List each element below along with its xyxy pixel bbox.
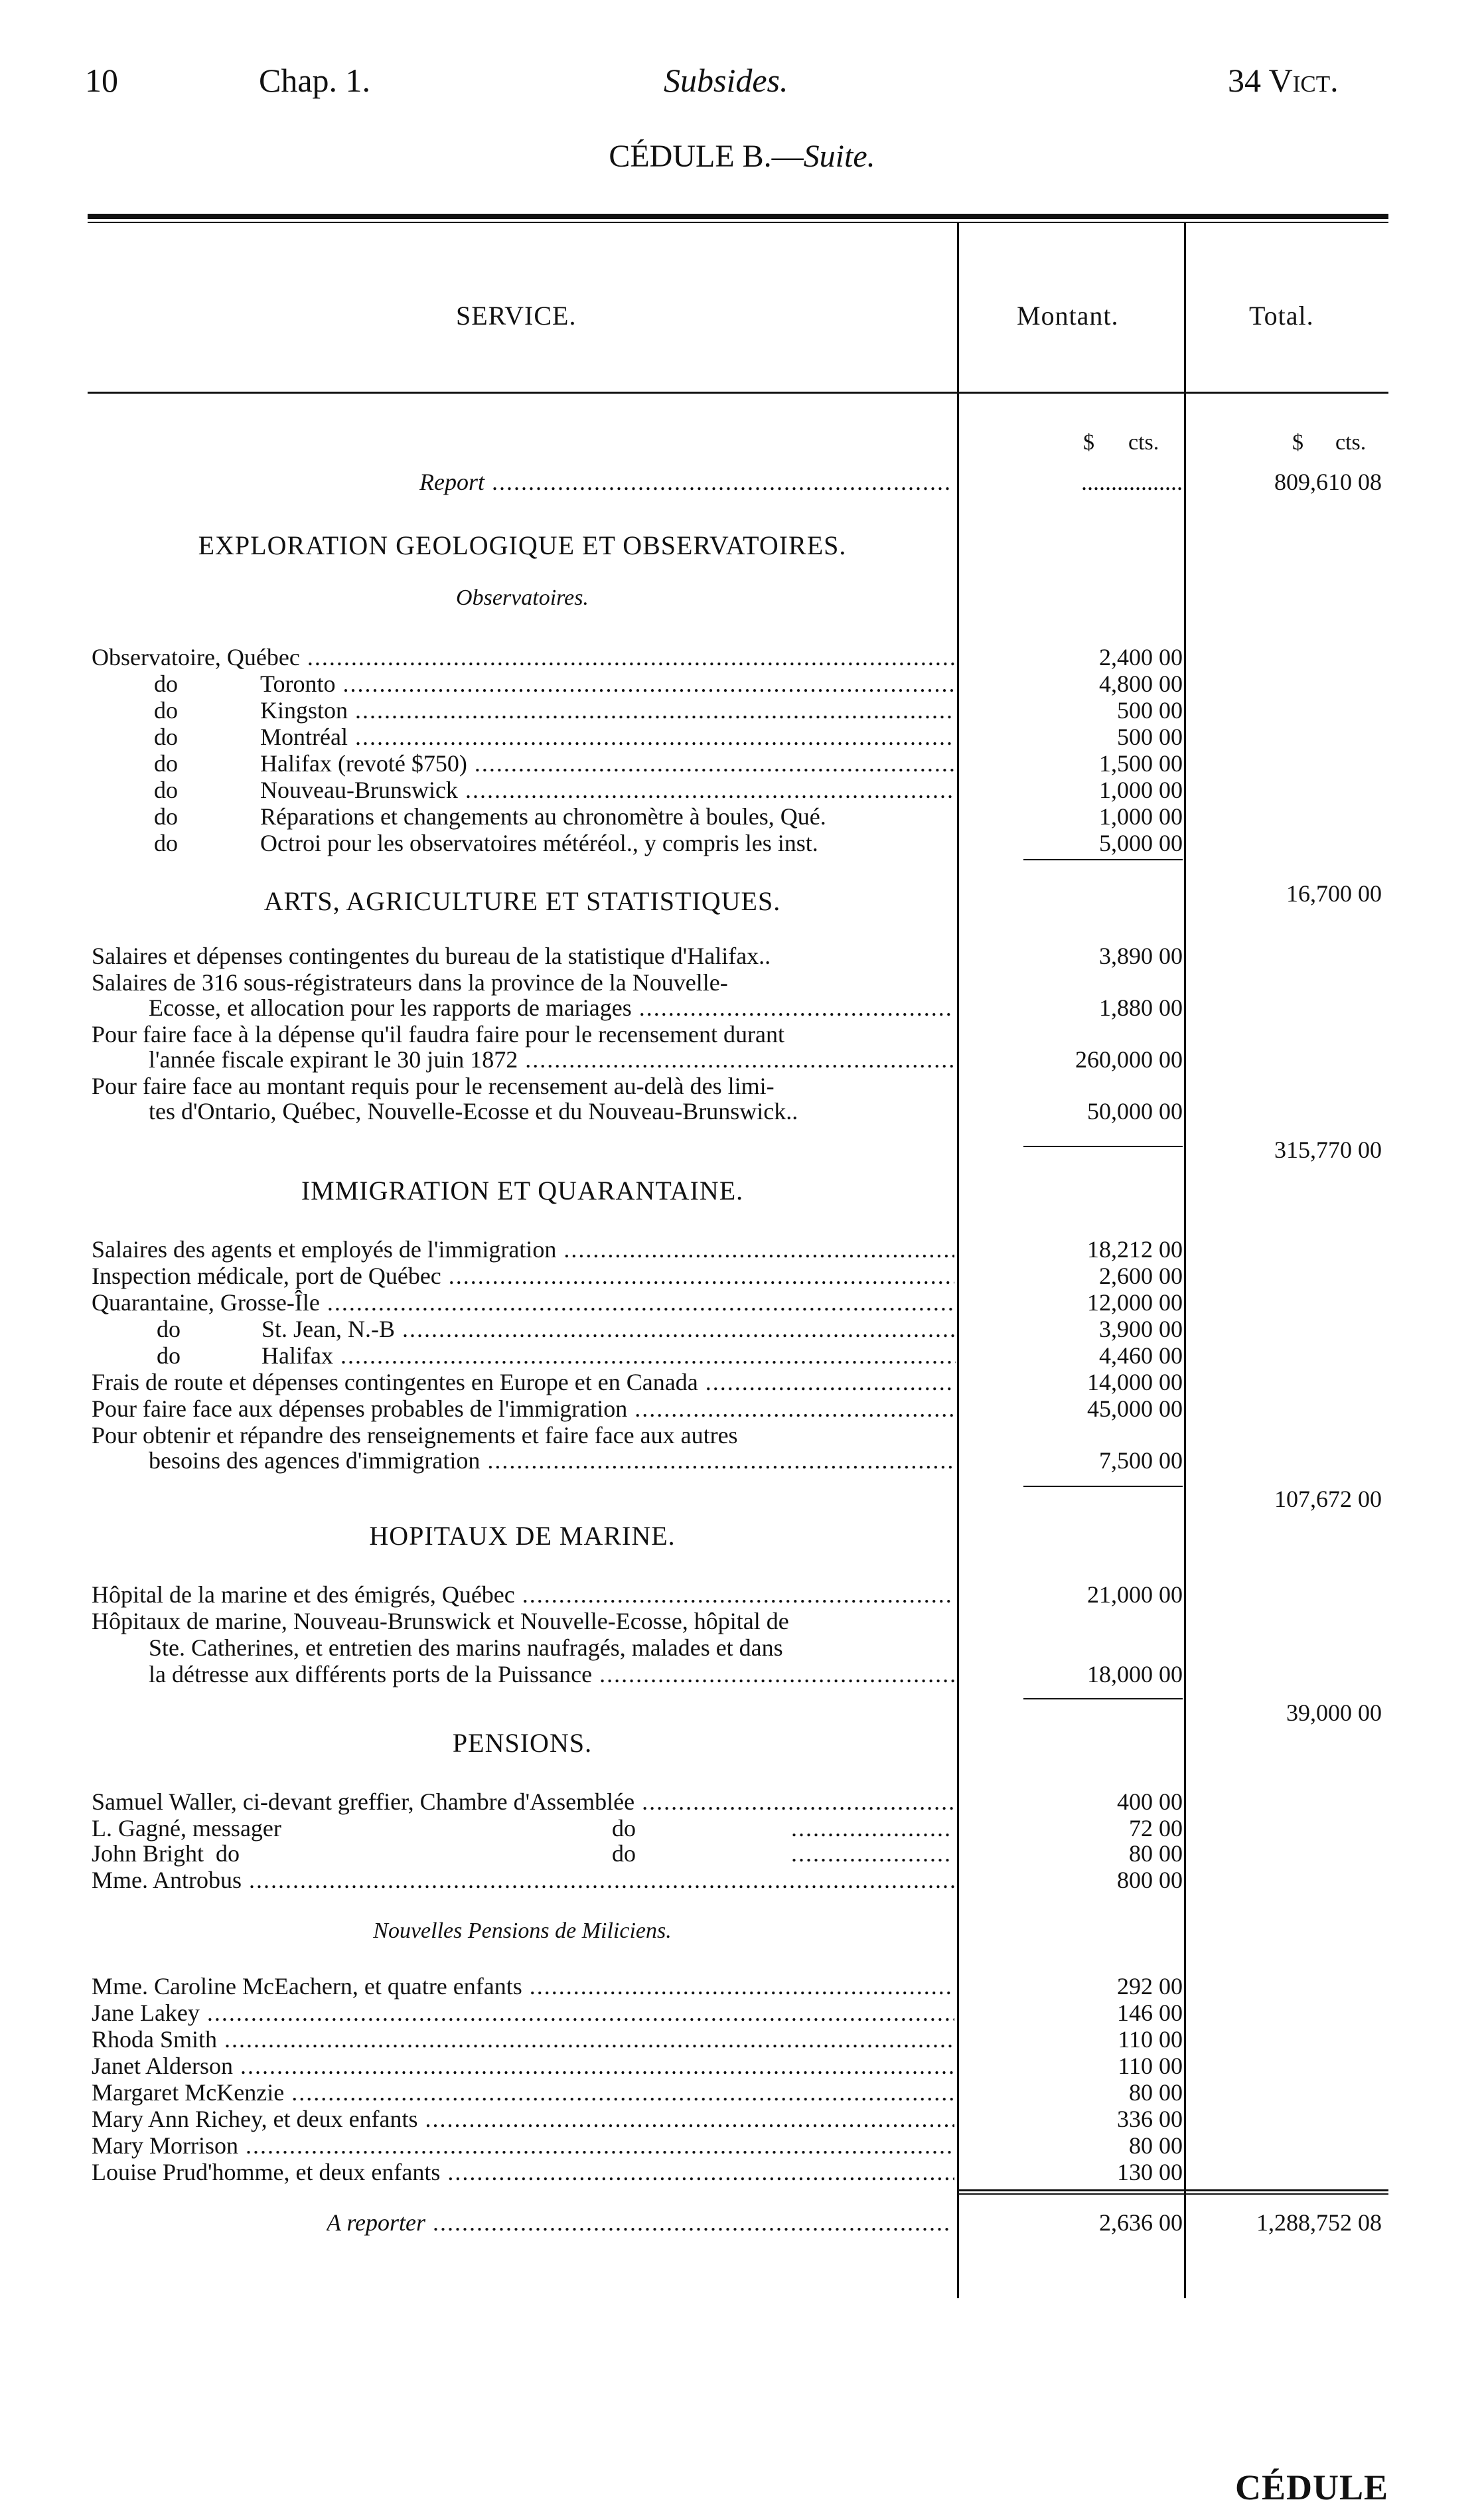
table-row bbox=[88, 1815, 1388, 1842]
schedule-title-main: CÉDULE B.— bbox=[609, 139, 804, 174]
table-row bbox=[88, 2106, 1388, 2132]
row-amount: 260,000 00 bbox=[1075, 1046, 1183, 1073]
section-title-pensions: PENSIONS. bbox=[452, 1728, 593, 1758]
row-label-text: Louise Prud'homme, et deux enfants bbox=[92, 2159, 441, 2185]
row-label: Salaires de 316 sous-régistrateurs dans la province de la Nouvelle- bbox=[92, 969, 728, 996]
table-row bbox=[88, 1999, 1388, 2026]
row-label: Pour obtenir et répandre des renseignements et faire face aux autres bbox=[92, 1422, 738, 1449]
section-total-row bbox=[88, 1136, 1388, 1163]
carry-label-text: A reporter bbox=[327, 2209, 425, 2236]
carry-total: 1,288,752 08 bbox=[1256, 2209, 1382, 2236]
row-label-text: Rhoda Smith bbox=[92, 2026, 218, 2053]
row-label: John Bright do bbox=[92, 1840, 240, 1867]
row-label-text: Mme. Antrobus bbox=[92, 1867, 242, 1893]
table-row bbox=[88, 1098, 1388, 1125]
report-label bbox=[419, 469, 950, 495]
row-label-text: Samuel Waller, ci-devant greffier, Chambre d'Assemblée bbox=[92, 1788, 635, 1815]
ditto-mark: do bbox=[612, 1815, 636, 1842]
row-label-text: Quarantaine, Grosse-Île bbox=[92, 1289, 320, 1316]
row-amount: 18,212 00 bbox=[1087, 1236, 1183, 1263]
row-label: Ste. Catherines, et entretien des marins naufragés, malades et dans bbox=[149, 1634, 783, 1661]
column-header-service: SERVICE. bbox=[456, 301, 577, 331]
table-row bbox=[88, 1867, 1388, 1893]
row-label bbox=[92, 1867, 954, 1893]
row-amount: 336 00 bbox=[1117, 2106, 1183, 2132]
table-row bbox=[88, 670, 1388, 697]
subtitle-observatoires: Observatoires. bbox=[456, 586, 589, 610]
table-row bbox=[88, 1634, 1388, 1661]
row-label-text: la détresse aux différents ports de la Puissance bbox=[149, 1661, 593, 1687]
section-total: 16,700 00 bbox=[1286, 880, 1382, 907]
row-amount: 3,900 00 bbox=[1099, 1316, 1183, 1342]
row-label bbox=[92, 1236, 954, 1263]
row-label bbox=[92, 2159, 954, 2185]
table-row bbox=[88, 697, 1388, 724]
column-header-total: Total. bbox=[1249, 301, 1314, 331]
table-row bbox=[88, 750, 1388, 777]
row-label bbox=[92, 1581, 954, 1608]
report-label-text: Report bbox=[419, 469, 484, 495]
table-row bbox=[88, 830, 1388, 856]
table-row bbox=[88, 969, 1388, 996]
row-label-text: Pour faire face aux dépenses probables de l'immigration bbox=[92, 1395, 628, 1422]
table-row bbox=[88, 803, 1388, 830]
table-row bbox=[88, 943, 1388, 969]
year-label: 34 Vict. bbox=[1228, 62, 1339, 99]
row-label: tes d'Ontario, Québec, Nouvelle-Ecosse et du Nouveau-Brunswick.. bbox=[149, 1098, 798, 1125]
row-amount: 292 00 bbox=[1117, 1973, 1183, 1999]
row-label bbox=[149, 994, 954, 1021]
carry-forward-row bbox=[88, 2209, 1388, 2236]
column-header-montant: Montant. bbox=[1017, 301, 1119, 331]
row-label bbox=[261, 1342, 956, 1369]
subtitle-nouvelles-pensions: Nouvelles Pensions de Miliciens. bbox=[373, 1919, 672, 1943]
row-label-text: Montréal bbox=[260, 724, 348, 750]
table-row bbox=[88, 1342, 1388, 1369]
row-amount: 500 00 bbox=[1117, 697, 1183, 724]
ditto-mark: do bbox=[154, 777, 178, 803]
row-label bbox=[92, 2026, 954, 2053]
ditto-mark: do bbox=[154, 803, 178, 830]
report-amount-dots: ................. bbox=[1081, 469, 1183, 495]
row-label bbox=[92, 1395, 954, 1422]
row-leader bbox=[791, 1840, 950, 1867]
section-title-hopitaux: HOPITAUX DE MARINE. bbox=[369, 1521, 676, 1551]
report-row bbox=[88, 469, 1388, 495]
row-label bbox=[92, 644, 954, 670]
row-label-text: Mme. Caroline McEachern, et quatre enfants bbox=[92, 1973, 522, 1999]
row-label-text: St. Jean, N.-B bbox=[261, 1316, 395, 1342]
table-row bbox=[88, 1840, 1388, 1867]
row-label bbox=[260, 777, 954, 803]
row-amount: 4,460 00 bbox=[1099, 1342, 1183, 1369]
row-amount: 1,500 00 bbox=[1099, 750, 1183, 777]
subtotal-rule bbox=[1023, 859, 1183, 860]
row-amount: 14,000 00 bbox=[1087, 1369, 1183, 1395]
row-label-text: Ecosse, et allocation pour les rapports de mariages bbox=[149, 994, 632, 1021]
carry-label bbox=[327, 2209, 950, 2236]
row-amount: 80 00 bbox=[1129, 2132, 1183, 2159]
row-amount: 50,000 00 bbox=[1087, 1098, 1183, 1125]
schedule-title-suite: Suite. bbox=[803, 139, 875, 174]
unit-cts-montant: cts. bbox=[1128, 430, 1159, 455]
row-label bbox=[149, 1046, 954, 1073]
row-amount: 130 00 bbox=[1117, 2159, 1183, 2185]
section-title-immigration: IMMIGRATION ET QUARANTAINE. bbox=[301, 1176, 744, 1206]
ditto-mark: do bbox=[154, 697, 178, 724]
ditto-mark: do bbox=[154, 750, 178, 777]
chapter-label: Chap. 1. bbox=[259, 62, 371, 99]
row-label-text: Margaret McKenzie bbox=[92, 2079, 285, 2106]
table-row bbox=[88, 1661, 1388, 1687]
unit-dollar-total: $ bbox=[1292, 430, 1303, 455]
table-row bbox=[88, 1369, 1388, 1395]
row-label-text: Mary Morrison bbox=[92, 2132, 238, 2159]
ditto-mark: do bbox=[157, 1342, 181, 1369]
row-label-text: Jane Lakey bbox=[92, 1999, 200, 2026]
row-amount: 110 00 bbox=[1118, 2026, 1183, 2053]
row-label bbox=[92, 2053, 954, 2079]
row-label bbox=[92, 2132, 954, 2159]
table-row bbox=[88, 1973, 1388, 1999]
row-amount: 18,000 00 bbox=[1087, 1661, 1183, 1687]
row-label: Salaires et dépenses contingentes du bureau de la statistique d'Halifax.. bbox=[92, 943, 771, 969]
row-label-text: Nouveau-Brunswick bbox=[260, 777, 458, 803]
row-label bbox=[92, 1369, 954, 1395]
row-label-text: Observatoire, Québec bbox=[92, 644, 300, 670]
table-row bbox=[88, 1289, 1388, 1316]
row-label-text: Hôpital de la marine et des émigrés, Québec bbox=[92, 1581, 515, 1608]
ditto-mark: do bbox=[154, 830, 178, 856]
table-row bbox=[88, 1263, 1388, 1289]
row-label: Hôpitaux de marine, Nouveau-Brunswick et Nouvelle-Ecosse, hôpital de bbox=[92, 1608, 789, 1634]
row-label-text: Halifax bbox=[261, 1342, 333, 1369]
section-total-row bbox=[88, 1699, 1388, 1726]
table-row bbox=[88, 2053, 1388, 2079]
row-label-text: Janet Alderson bbox=[92, 2053, 233, 2079]
ditto-mark: do bbox=[154, 724, 178, 750]
header-rule bbox=[88, 392, 1388, 394]
row-label bbox=[149, 1447, 954, 1474]
row-amount: 146 00 bbox=[1117, 1999, 1183, 2026]
row-amount: 110 00 bbox=[1118, 2053, 1183, 2079]
table-row bbox=[88, 1788, 1388, 1815]
row-label bbox=[149, 1661, 954, 1687]
carry-rule-top bbox=[958, 2189, 1388, 2191]
unit-cts-total: cts. bbox=[1335, 430, 1367, 455]
ditto-mark: do bbox=[157, 1316, 181, 1342]
top-rule-thin bbox=[88, 222, 1388, 223]
row-label bbox=[92, 1973, 954, 1999]
table-row bbox=[88, 644, 1388, 670]
table-row bbox=[88, 1447, 1388, 1474]
page-number: 10 bbox=[85, 62, 118, 99]
row-amount: 21,000 00 bbox=[1087, 1581, 1183, 1608]
report-total: 809,610 08 bbox=[1274, 469, 1382, 495]
unit-dollar-montant: $ bbox=[1083, 430, 1094, 455]
table-row bbox=[88, 1608, 1388, 1634]
carry-amount: 2,636 00 bbox=[1099, 2209, 1183, 2236]
table-row bbox=[88, 777, 1388, 803]
table-row bbox=[88, 1236, 1388, 1263]
row-amount: 2,600 00 bbox=[1099, 1263, 1183, 1289]
row-amount: 400 00 bbox=[1117, 1788, 1183, 1815]
subject-title: Subsides. bbox=[664, 62, 788, 99]
row-label bbox=[260, 750, 954, 777]
row-amount: 1,000 00 bbox=[1099, 803, 1183, 830]
row-label bbox=[261, 1316, 956, 1342]
section-total: 39,000 00 bbox=[1286, 1699, 1382, 1726]
ditto-mark: do bbox=[154, 670, 178, 697]
section-total-row bbox=[88, 1486, 1388, 1512]
carry-rule-bottom bbox=[958, 2193, 1388, 2195]
row-label-text: Frais de route et dépenses contingentes en Europe et en Canada bbox=[92, 1369, 698, 1395]
row-amount: 80 00 bbox=[1129, 2079, 1183, 2106]
row-amount: 1,000 00 bbox=[1099, 777, 1183, 803]
row-amount: 5,000 00 bbox=[1099, 830, 1183, 856]
table-row bbox=[88, 724, 1388, 750]
row-label-text: Toronto bbox=[260, 670, 336, 697]
row-label bbox=[92, 1788, 954, 1815]
table-row bbox=[88, 1316, 1388, 1342]
row-label-text: l'année fiscale expirant le 30 juin 1872 bbox=[149, 1046, 518, 1073]
ditto-mark: do bbox=[612, 1840, 636, 1867]
table-row bbox=[88, 1581, 1388, 1608]
row-amount: 72 00 bbox=[1129, 1815, 1183, 1842]
row-label-text: Halifax (revoté $750) bbox=[260, 750, 467, 777]
row-label bbox=[260, 670, 954, 697]
row-label: Pour faire face à la dépense qu'il faudra faire pour le recensement durant bbox=[92, 1021, 784, 1048]
row-amount: 2,400 00 bbox=[1099, 644, 1183, 670]
row-label bbox=[92, 2079, 954, 2106]
row-label bbox=[92, 1999, 954, 2026]
row-label bbox=[260, 697, 954, 724]
row-label: Pour faire face au montant requis pour le recensement au-delà des limi- bbox=[92, 1073, 775, 1099]
table-row bbox=[88, 994, 1388, 1021]
row-amount: 12,000 00 bbox=[1087, 1289, 1183, 1316]
row-leader bbox=[791, 1815, 950, 1842]
row-label bbox=[92, 1263, 954, 1289]
row-amount: 80 00 bbox=[1129, 1840, 1183, 1867]
row-amount: 4,800 00 bbox=[1099, 670, 1183, 697]
catchword: CÉDULE bbox=[1234, 2468, 1388, 2507]
row-label: L. Gagné, messager bbox=[92, 1815, 281, 1842]
row-label bbox=[92, 2106, 954, 2132]
row-label: Réparations et changements au chronomètre à boules, Qué. bbox=[260, 803, 826, 830]
row-label-text: Mary Ann Richey, et deux enfants bbox=[92, 2106, 418, 2132]
top-rule bbox=[88, 214, 1388, 219]
row-label-text: besoins des agences d'immigration bbox=[149, 1447, 481, 1474]
section-total: 315,770 00 bbox=[1274, 1136, 1382, 1163]
row-label-text: Inspection médicale, port de Québec bbox=[92, 1263, 441, 1289]
appropriation-table bbox=[88, 214, 1388, 2507]
row-amount: 500 00 bbox=[1117, 724, 1183, 750]
row-label: Octroi pour les observatoires météréol., y compris les inst. bbox=[260, 830, 818, 856]
row-label-text: Kingston bbox=[260, 697, 348, 724]
row-amount: 800 00 bbox=[1117, 1867, 1183, 1893]
row-label bbox=[92, 1289, 954, 1316]
table-row bbox=[88, 1395, 1388, 1422]
row-amount: 7,500 00 bbox=[1099, 1447, 1183, 1474]
table-row bbox=[88, 1021, 1388, 1048]
row-amount: 3,890 00 bbox=[1099, 943, 1183, 969]
table-row bbox=[88, 2026, 1388, 2053]
row-label-text: Salaires des agents et employés de l'immigration bbox=[92, 1236, 557, 1263]
section-total: 107,672 00 bbox=[1274, 1486, 1382, 1512]
table-row bbox=[88, 2079, 1388, 2106]
table-row bbox=[88, 1046, 1388, 1073]
row-amount: 1,880 00 bbox=[1099, 994, 1183, 1021]
table-row bbox=[88, 1073, 1388, 1099]
table-row bbox=[88, 2132, 1388, 2159]
table-row bbox=[88, 1422, 1388, 1449]
row-amount: 45,000 00 bbox=[1087, 1395, 1183, 1422]
schedule-title bbox=[0, 138, 1484, 175]
section-title-exploration: EXPLORATION GEOLOGIQUE ET OBSERVATOIRES. bbox=[198, 530, 847, 560]
row-label bbox=[260, 724, 954, 750]
section-title-arts: ARTS, AGRICULTURE ET STATISTIQUES. bbox=[263, 886, 781, 916]
table-row bbox=[88, 2159, 1388, 2185]
